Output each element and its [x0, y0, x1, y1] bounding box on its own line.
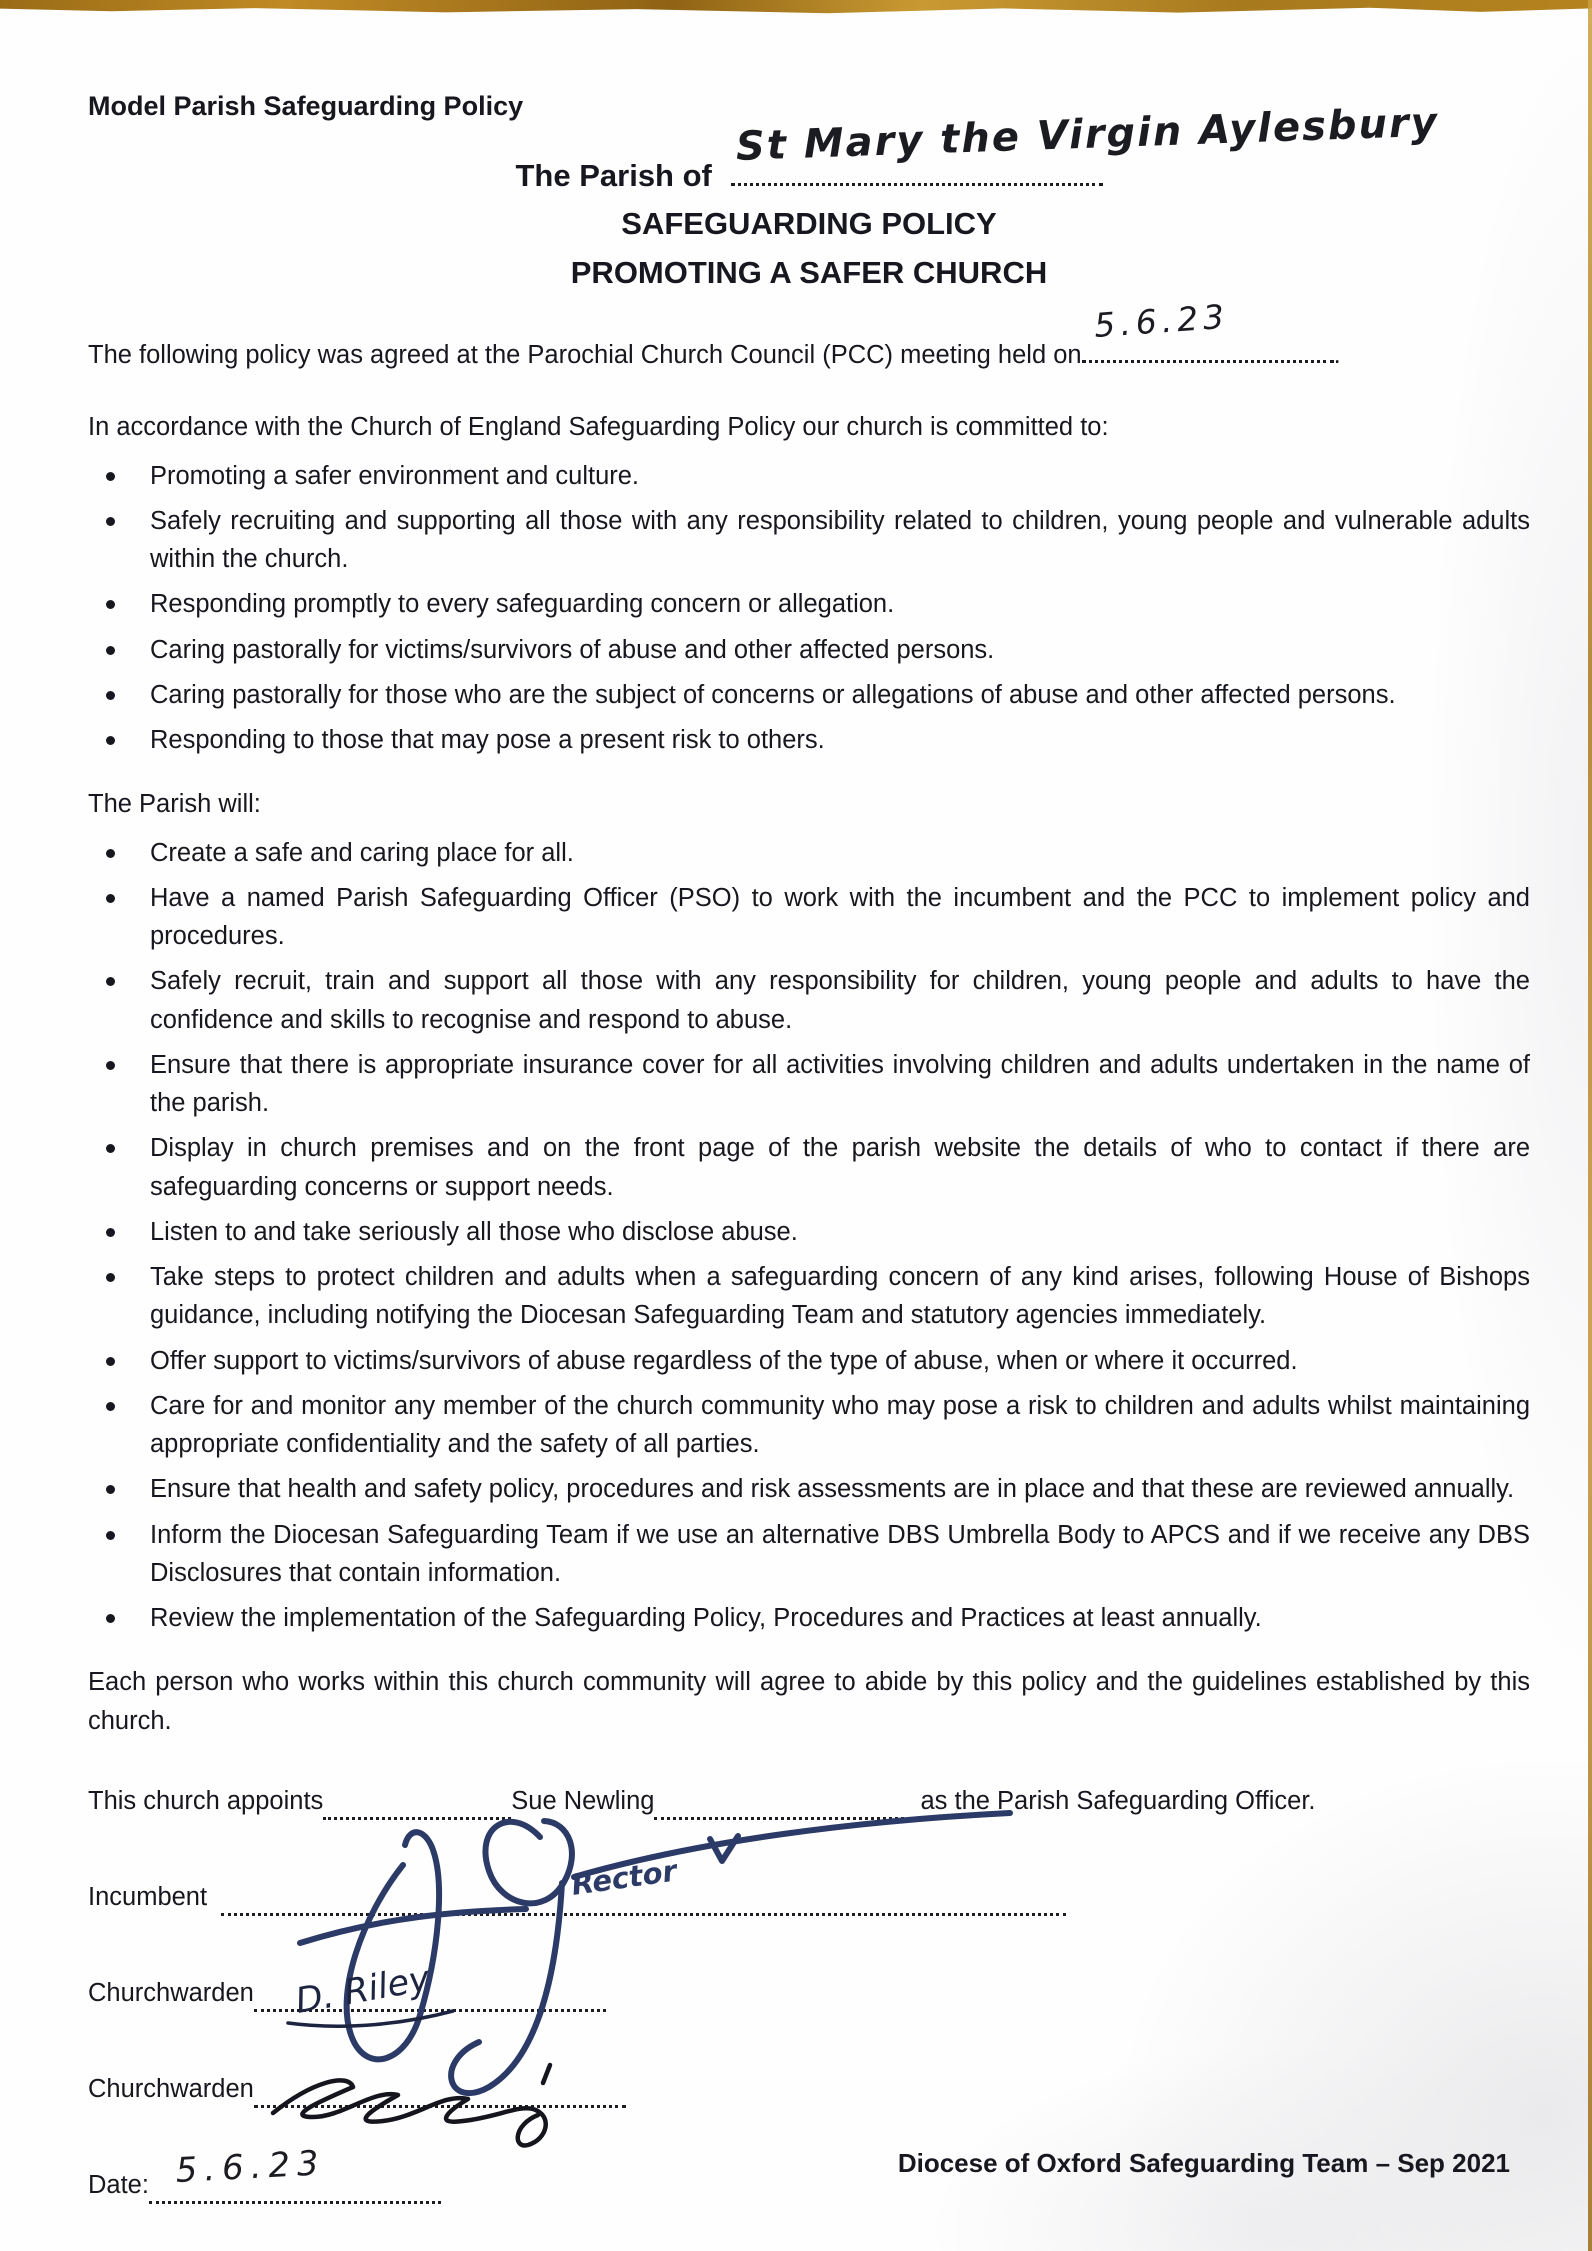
appointment-prefix: This church appoints [88, 1786, 324, 1815]
appointment-line [88, 1780, 1530, 1820]
churchwarden-2-row [88, 2068, 1530, 2108]
bullet-item: Caring pastorally for those who are the subject of concerns or allegations of abuse and other affected persons. [150, 676, 1530, 714]
meeting-date-fill [1082, 296, 1334, 363]
bullet-item: Take steps to protect children and adults when a safeguarding concern of any kind arises, following House of Bishops guidance, including notifying the Diocesan Safeguarding Team and statutory agencies immediately. [150, 1258, 1530, 1335]
bullet-item: Caring pastorally for victims/survivors of abuse and other affected persons. [150, 631, 1530, 669]
parish-will-heading: The Parish will: [88, 790, 261, 819]
parish-fill-line [731, 98, 1439, 186]
churchwarden-1-label: Churchwarden [88, 1978, 254, 2007]
date-fill-line [149, 2142, 441, 2204]
agreement-sentence [88, 296, 1530, 374]
bullet-item: Care for and monitor any member of the church community who may pose a risk to children and adults whilst maintaining appropriate confidentiality and the safety of all parties. [150, 1387, 1530, 1464]
agreement-paragraph: Each person who works within this church community will agree to abide by this policy and the guidelines established by this church. [88, 1668, 1530, 1735]
churchwarden-1-row [88, 1972, 1530, 2012]
scan-top-edge [0, 0, 1592, 14]
agreement-sentence-period: . [1333, 341, 1341, 369]
handwritten-date: 5.6.23 [174, 2142, 327, 2191]
incumbent-role-note: Rector [569, 1853, 679, 1902]
incumbent-label: Incumbent [88, 1882, 208, 1911]
date-label: Date: [88, 2170, 149, 2199]
commitment-list [88, 457, 1530, 760]
churchwarden-1-fill-line [254, 1979, 606, 2012]
incumbent-signature [300, 1813, 1010, 2093]
bullet-item: Review the implementation of the Safeguarding Policy, Procedures and Practices at least annually. [150, 1599, 1530, 1637]
footer-credit: Diocese of Oxford Safeguarding Team – Sep 2021 [897, 2148, 1510, 2178]
bullet-item: Safely recruiting and supporting all those with any responsibility related to children, young people and vulnerable adults within the church. [150, 502, 1530, 579]
policy-title-line-2: PROMOTING A SAFER CHURCH [570, 254, 1048, 290]
bullet-item: Ensure that there is appropriate insurance cover for all activities involving children and adults undertaken in the name of the parish. [150, 1046, 1530, 1123]
appointment-fill-2 [654, 1787, 910, 1820]
bullet-item: Inform the Diocesan Safeguarding Team if we use an alternative DBS Umbrella Body to APCS and if we receive any DBS Disclosures that contain information. [150, 1516, 1530, 1593]
handwritten-meeting-date: 5.6.23 [1092, 296, 1230, 345]
churchwarden-2-fill-line [254, 2075, 626, 2108]
scan-right-edge [1588, 0, 1592, 2251]
bullet-item: Listen to and take seriously all those who disclose abuse. [150, 1213, 1530, 1251]
bullet-item: Responding promptly to every safeguarding concern or allegation. [150, 585, 1530, 623]
agreement-sentence-text: The following policy was agreed at the Parochial Church Council (PCC) meeting held on [88, 341, 1082, 369]
appointment-suffix: as the Parish Safeguarding Officer. [920, 1786, 1316, 1815]
bullet-item: Create a safe and caring place for all. [150, 834, 1530, 872]
bullet-item: Promoting a safer environment and culture. [150, 457, 1530, 495]
parish-will-list [88, 834, 1530, 1638]
incumbent-fill-line [221, 1883, 1066, 1916]
signature-section [88, 1780, 1530, 2204]
churchwarden-2-label: Churchwarden [88, 2074, 254, 2103]
bullet-item: Offer support to victims/survivors of abuse regardless of the type of abuse, when or where it occurred. [150, 1342, 1530, 1380]
document-content [88, 86, 1530, 2204]
header-label: Model Parish Safeguarding Policy [88, 91, 524, 121]
svg-text:D. Riley: D. Riley [292, 1958, 433, 2022]
pso-name: Sue Newling [511, 1786, 655, 1815]
bullet-item: Responding to those that may pose a present risk to others. [150, 721, 1530, 759]
bullet-item: Have a named Parish Safeguarding Officer (PSO) to work with the incumbent and the PCC to implement policy and procedures. [150, 879, 1530, 956]
parish-line-prefix: The Parish of [515, 157, 712, 193]
bullet-item: Display in church premises and on the front page of the parish website the details of who to contact if there are safeguarding concerns or support needs. [150, 1129, 1530, 1206]
policy-title-line-1: SAFEGUARDING POLICY [621, 206, 997, 241]
bullet-item: Ensure that health and safety policy, procedures and risk assessments are in place and that these are reviewed annually. [150, 1470, 1530, 1508]
handwritten-parish-name: St Mary the Virgin Aylesbury [734, 98, 1439, 170]
incumbent-row [88, 1876, 1530, 1916]
commitment-intro: In accordance with the Church of England Safeguarding Policy our church is committed to: [88, 413, 1109, 442]
appointment-fill-1 [323, 1787, 511, 1820]
bullet-item: Safely recruit, train and support all those with any responsibility for children, young people and adults to have the confidence and skills to recognise and respond to abuse. [150, 962, 1530, 1039]
